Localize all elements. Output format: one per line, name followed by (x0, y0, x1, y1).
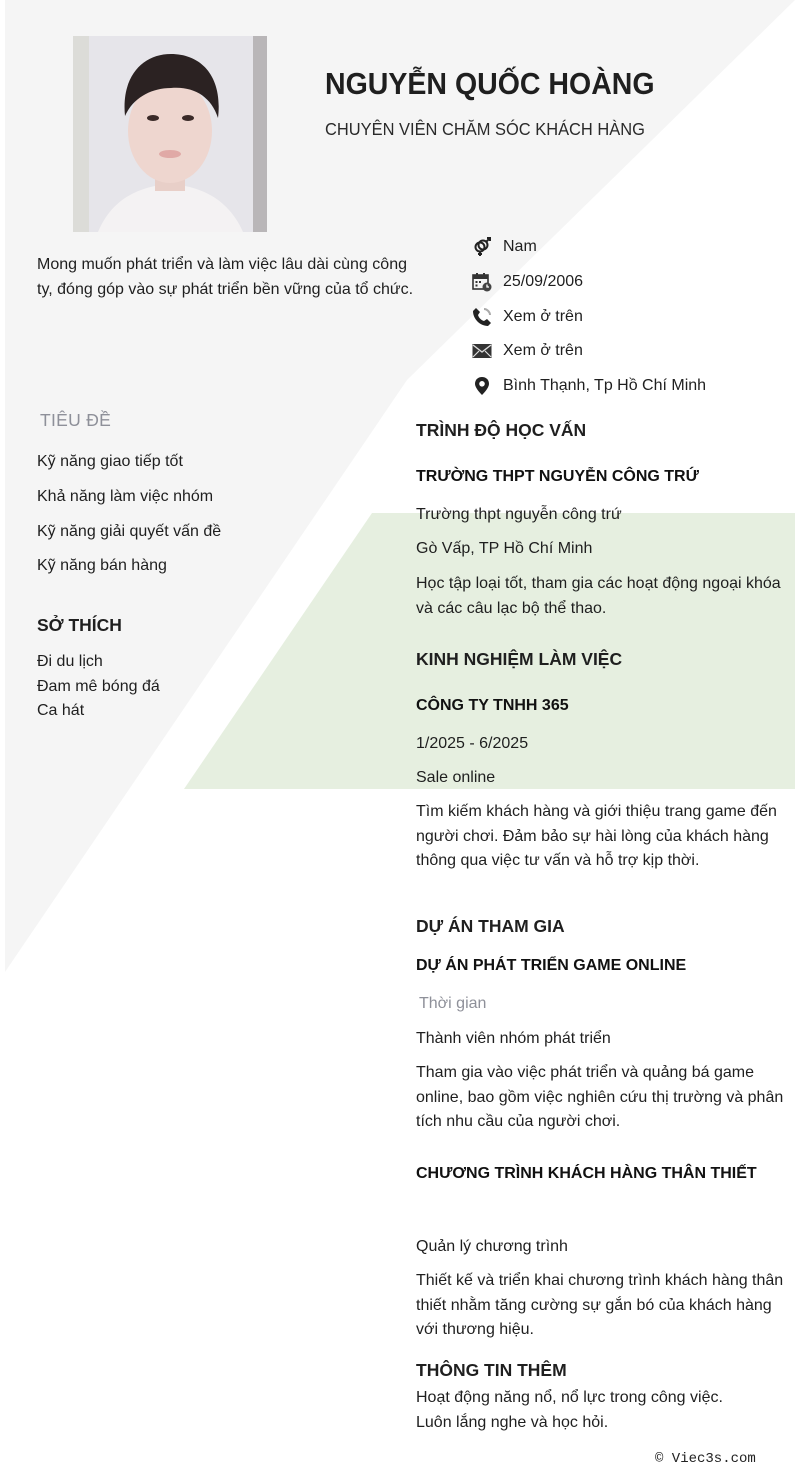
hobbies-heading: SỞ THÍCH (37, 615, 122, 635)
candidate-name: NGUYỄN QUỐC HOÀNG (325, 66, 655, 101)
contact-address (472, 369, 792, 404)
contact-phone (472, 299, 792, 334)
portrait-image (73, 36, 267, 232)
education-school-name: Trường thpt nguyễn công trứ (416, 506, 622, 523)
education-heading: TRÌNH ĐỘ HỌC VẤN (416, 420, 587, 440)
contact-birthdate-value: 25/09/2006 (503, 273, 584, 291)
contact-birthdate (472, 265, 792, 300)
contact-email (472, 334, 792, 369)
project-role: Thành viên nhóm phát triển (416, 1030, 611, 1047)
experience-heading: KINH NGHIỆM LÀM VIỆC (416, 649, 623, 669)
contact-phone-value: Xem ở trên (503, 307, 583, 325)
skills-list (37, 449, 221, 588)
gender-icon (472, 237, 494, 257)
profile-photo (73, 36, 267, 232)
job-title: CHUYÊN VIÊN CHĂM SÓC KHÁCH HÀNG (325, 119, 645, 139)
education-description: Học tập loại tốt, tham gia các hoạt động ngoại khóa và các câu lạc bộ thể thao. (416, 575, 781, 617)
hobby-item: Đi du lịch (37, 653, 103, 670)
hobby-item: Ca hát (37, 702, 85, 719)
calendar-icon (472, 272, 494, 292)
experience-period: 1/2025 - 6/2025 (416, 735, 529, 752)
contact-gender-value: Nam (503, 238, 537, 256)
contact-info (472, 230, 792, 403)
projects-heading: DỰ ÁN THAM GIA (416, 916, 565, 936)
skills-heading: TIÊU ĐỀ (40, 410, 112, 430)
education-location: Gò Vấp, TP Hồ Chí Minh (416, 540, 593, 557)
email-icon (472, 341, 494, 361)
location-pin-icon (472, 376, 494, 396)
career-objective: Mong muốn phát triển và làm việc lâu dài cùng công ty, đóng góp vào sự phát triển bền vững của tổ chức. (37, 256, 414, 298)
project-title: DỰ ÁN PHÁT TRIỂN GAME ONLINE (416, 957, 687, 974)
watermark: © Viec3s.com (655, 1451, 756, 1467)
project-time-placeholder: Thời gian (419, 995, 487, 1012)
hobby-item: Đam mê bóng đá (37, 677, 160, 695)
project-title: CHƯƠNG TRÌNH KHÁCH HÀNG THÂN THIẾT (416, 1165, 757, 1182)
hobbies-list (37, 650, 160, 724)
additional-info-line: Hoạt động năng nổ, nổ lực trong công việc. (416, 1389, 723, 1406)
project-description: Thiết kế và triển khai chương trình khách hàng thân thiết nhằm tăng cường sự gắn bó của khách hàng với thương hiệu. (416, 1272, 784, 1338)
experience-position: Sale online (416, 769, 496, 786)
experience-description: Tìm kiếm khách hàng và giới thiệu trang game đến người chơi. Đảm bảo sự hài lòng của khách hàng thông qua việc tư vấn và hỗ trợ kịp thời. (416, 803, 777, 869)
contact-gender (472, 230, 792, 265)
experience-company: CÔNG TY TNHH 365 (416, 697, 569, 714)
project-role: Quản lý chương trình (416, 1238, 568, 1255)
skill-item: Kỹ năng bán hàng (37, 557, 167, 575)
contact-address-value: Bình Thạnh, Tp Hồ Chí Minh (503, 377, 707, 395)
additional-info-line: Luôn lắng nghe và học hỏi. (416, 1414, 609, 1431)
skill-item: Khả năng làm việc nhóm (37, 487, 214, 505)
contact-email-value: Xem ở trên (503, 342, 583, 360)
skill-item: Kỹ năng giao tiếp tốt (37, 453, 183, 470)
project-description: Tham gia vào việc phát triển và quảng bá game online, bao gồm việc nghiên cứu thị trường và phân tích nhu cầu của người chơi. (416, 1064, 784, 1130)
skill-item: Kỹ năng giải quyết vấn đề (37, 522, 222, 540)
education-school-title: TRƯỜNG THPT NGUYỄN CÔNG TRỨ (416, 468, 699, 485)
phone-icon (472, 307, 494, 327)
additional-info-heading: THÔNG TIN THÊM (416, 1360, 567, 1380)
